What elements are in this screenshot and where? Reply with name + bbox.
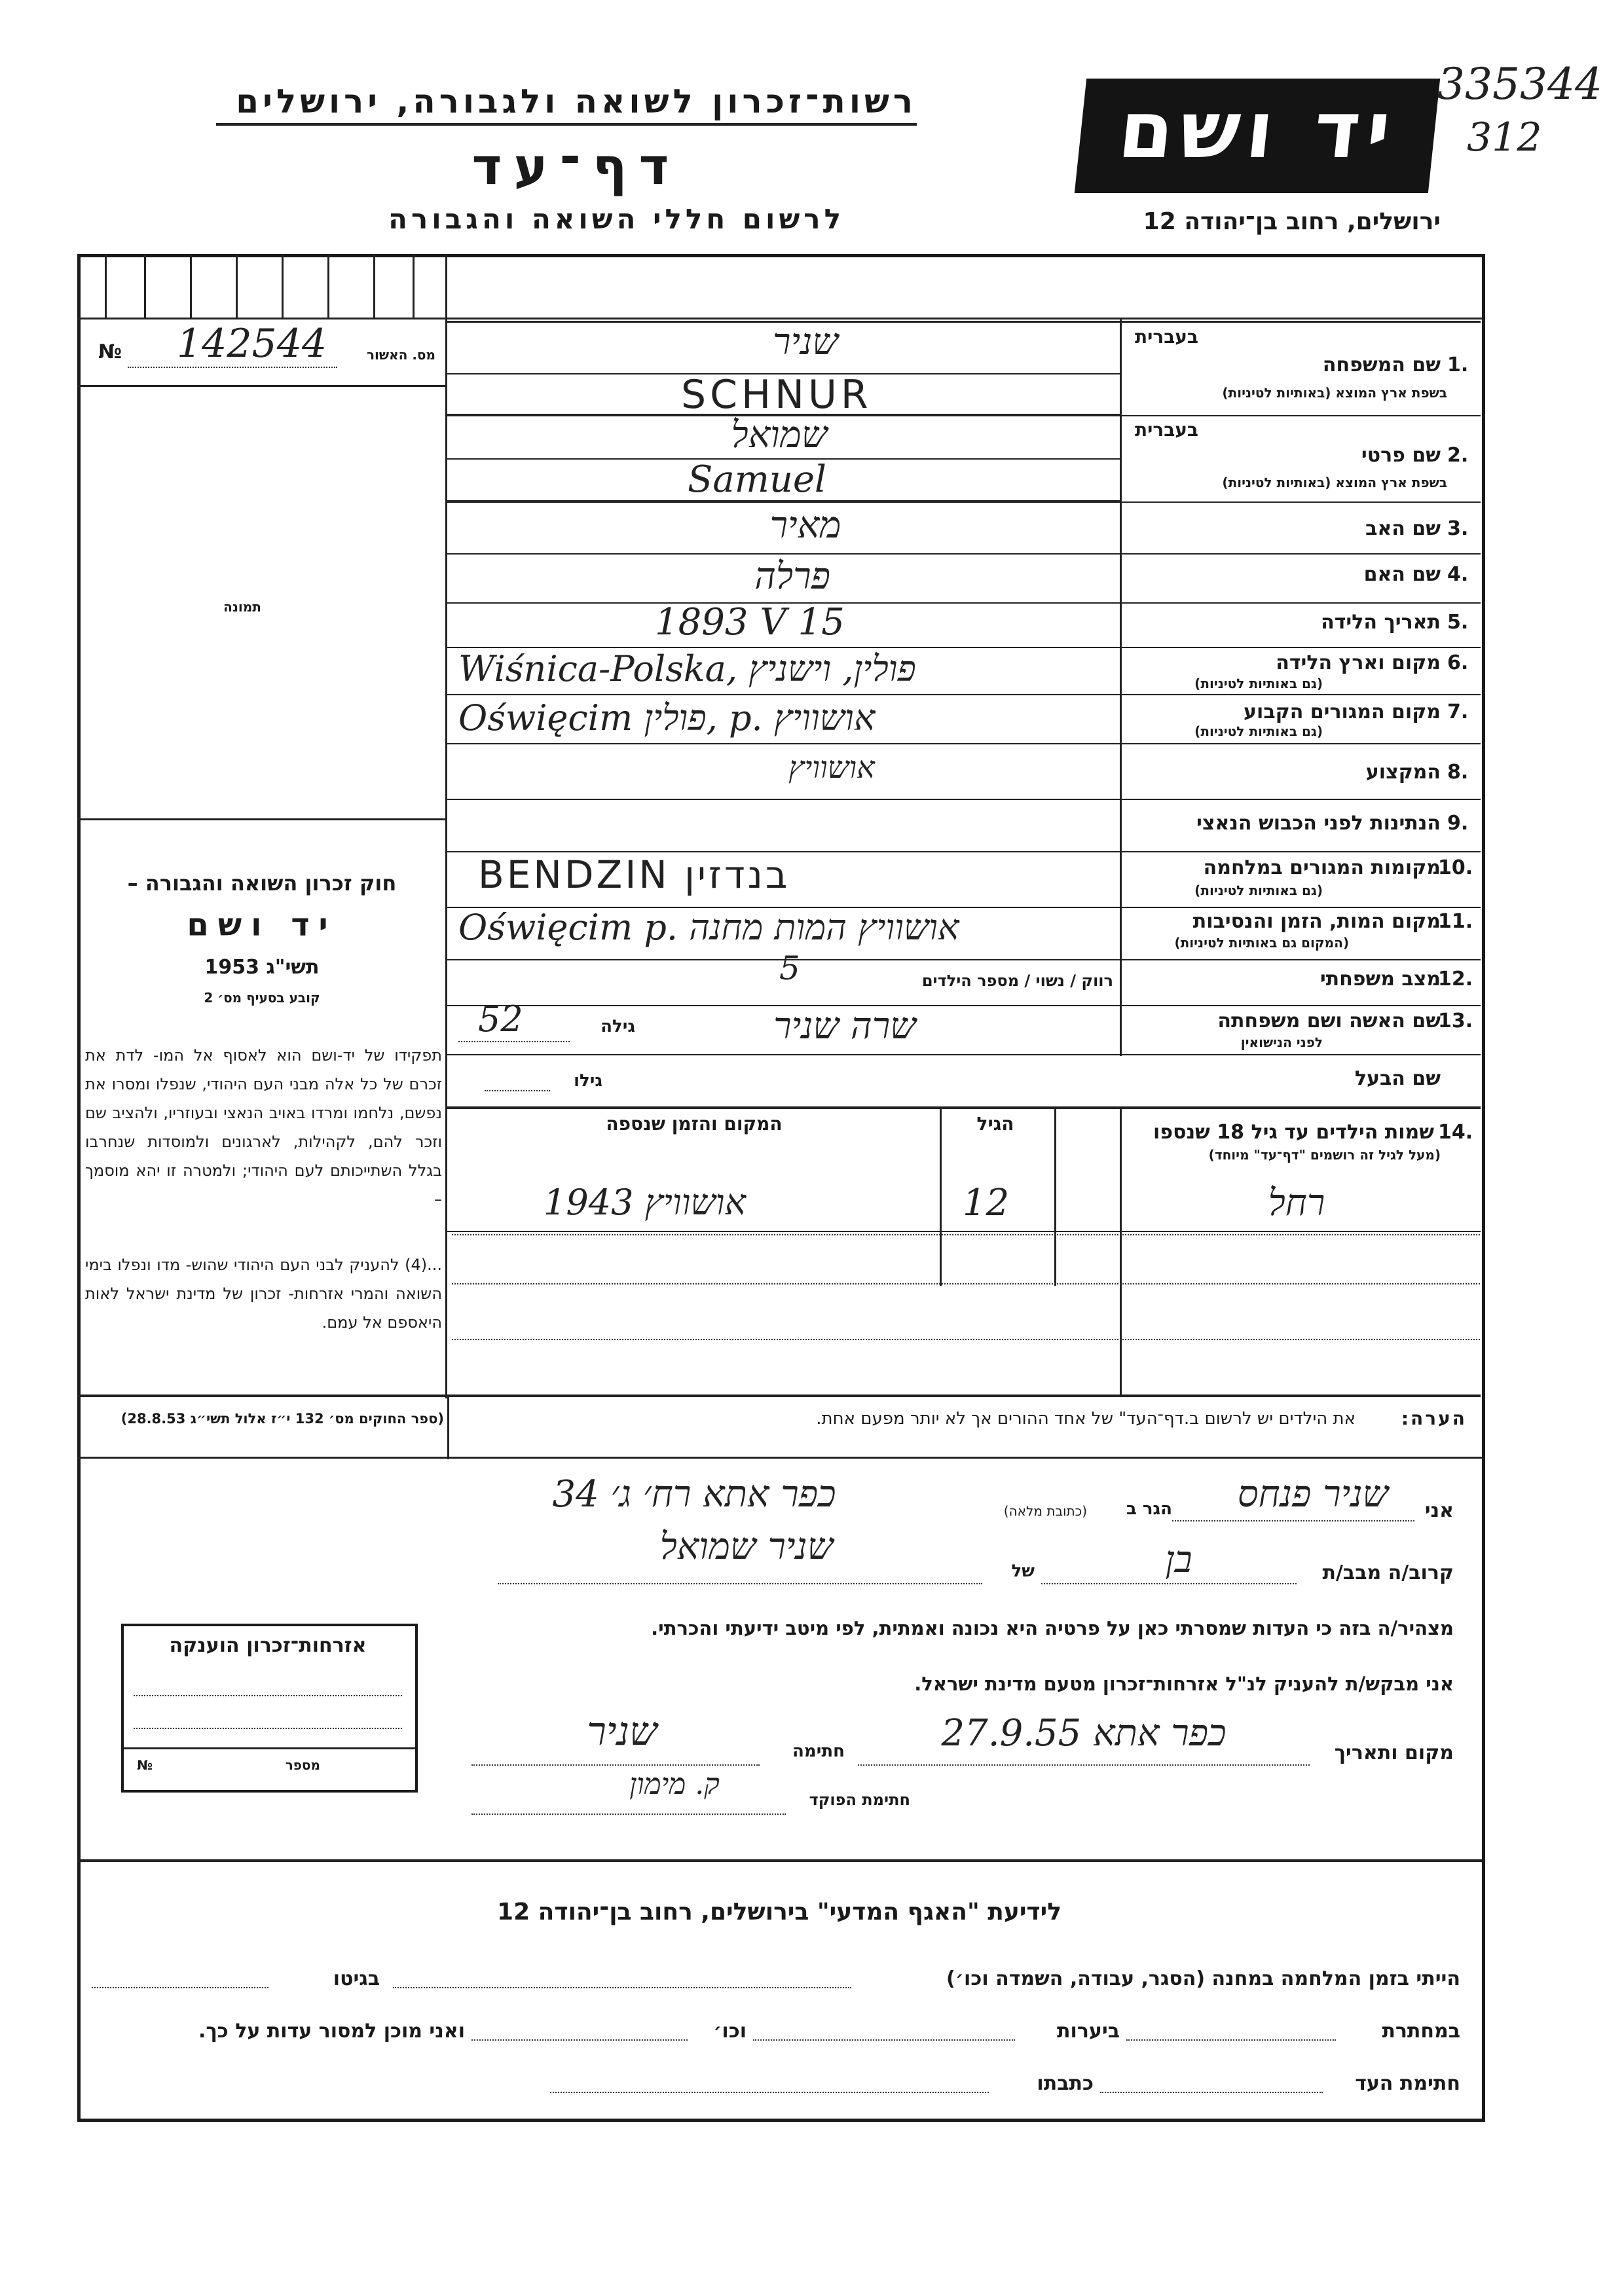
field-2-sub: בשפת ארץ המוצא (באותיות לטיניות) xyxy=(1222,475,1447,490)
footer-line3-b: כתבתו xyxy=(1037,2072,1094,2095)
place-date-value: כפר אתא 27.9.55 xyxy=(941,1712,1227,1755)
citizenship-title: אזרחות־זכרון הוענקה xyxy=(169,1634,367,1657)
field-9-label: הנתינות לפני הכבוש הנאצי xyxy=(1196,812,1441,835)
officer-label: חתימת הפוקד xyxy=(809,1791,910,1809)
request-text: אני מבקש/ת להעניק לנ"ל אזרחות־זכרון מטעם מדינת ישראל. xyxy=(914,1673,1454,1695)
field-6-value: Wiśnica-Polska, פולין, וישניץ xyxy=(458,648,916,689)
field-8-num: 8. xyxy=(1447,761,1469,784)
form-title: דף־עד xyxy=(471,137,681,196)
relation-label: קרוב/ה מבב/ת xyxy=(1322,1561,1454,1584)
field-6-sub: (גם באותיות לטיניות) xyxy=(1194,676,1323,691)
field-13-num: 13. xyxy=(1438,1010,1473,1032)
field-1-hebrew-tag: בעברית xyxy=(1134,326,1198,348)
children-col-place: המקום והזמן שנספה xyxy=(606,1113,783,1135)
citizenship-box xyxy=(121,1624,418,1793)
child-1-name: רחל xyxy=(1268,1182,1325,1224)
field-12-value: 5 xyxy=(779,949,800,987)
note-text: את הילדים יש לרשום ב.דף־העד" של אחד ההורים אך לא יותר מפעם אחת. xyxy=(816,1409,1356,1429)
footer-line2-c: וכו׳ xyxy=(713,2020,747,2043)
field-5-num: 5. xyxy=(1447,611,1469,634)
handwritten-id: 335344 xyxy=(1437,59,1602,109)
field-13-value: שרה שניר xyxy=(773,1005,916,1048)
field-1-label: שם המשפחה xyxy=(1322,354,1441,376)
field-11-sub: (המקום גם באותיות לטיניות) xyxy=(1174,935,1349,951)
field-6-num: 6. xyxy=(1447,651,1469,674)
field-3-label: שם האב xyxy=(1365,517,1441,540)
field-10-num: 10. xyxy=(1438,856,1473,879)
declarant-resides-label: הגר ב xyxy=(1126,1499,1172,1519)
field-2-label: שם פרטי xyxy=(1361,444,1441,467)
footer-line1-a: הייתי בזמן המלחמה במחנה (הסגר, עבודה, השמדה וכו׳) xyxy=(946,1967,1460,1990)
law-ref: (ספר החוקים מס׳ 132 י״ז אלול תשי״ג 28.8.53) xyxy=(120,1411,444,1427)
field-10-value: BENDZIN בנדזין xyxy=(478,852,790,897)
field-8-label: המקצוע xyxy=(1365,761,1441,784)
law-text-1: תפקידו של יד-ושם הוא לאסוף אל המו- לדת את זכרם של כל אלה מבני העם היהודי, שנפלו ומסרו את נפשם, נלחמו ומרדו באויב הנאצי ובעוזריו, ולהציב שם וזכר להם, לקהילות, לארגונים ולמוסדות שנחרבו בגלל השתייכותם לעם היהודי; ולמטרה זו יהא מוסמך – xyxy=(85,1046,442,1209)
field-1-num: 1. xyxy=(1447,354,1469,376)
logo-text: יד ושם xyxy=(1114,85,1401,176)
field-7-sub: (גם באותיות לטיניות) xyxy=(1194,723,1323,739)
field-3-num: 3. xyxy=(1447,517,1469,540)
field-5-label: תאריך הלידה xyxy=(1321,611,1441,634)
field-4-num: 4. xyxy=(1447,563,1469,586)
place-date-label: מקום ותאריך xyxy=(1334,1741,1454,1764)
field-9-num: 9. xyxy=(1447,812,1469,835)
field-12-status-label: רווק / נשוי / מספר הילדים xyxy=(921,972,1113,990)
law-title: חוק זכרון השואה והגבורה – xyxy=(127,871,397,896)
of-name: שניר שמואל xyxy=(659,1525,834,1568)
approval-no-mark: № xyxy=(98,340,122,363)
field-11-num: 11. xyxy=(1438,910,1473,933)
footer-line2-d: ואני מוכן למסור עדות על כך. xyxy=(198,2020,465,2043)
children-label: שמות הילדים עד גיל 18 שנספו xyxy=(1153,1121,1434,1144)
field-13-sub: לפני הנישואין xyxy=(1240,1034,1323,1050)
footer-line2-b: ביערות xyxy=(1057,2020,1120,2043)
declarant-name: שניר פנחס xyxy=(1237,1473,1389,1516)
field-11-value: Oświęcim p. אושוויץ המות מחנה xyxy=(458,907,959,948)
declaration-text: מצהיר/ה בזה כי העדות שמסרתי כאן על פרטיה היא נכונה ואמתית, לפי מיטב ידיעתי והכרתי. xyxy=(651,1617,1454,1639)
law-text-2: ...(4) להעניק לבני העם היהודי שהוש- מדו ונפלו בימי השואה והמרי אזרחות- זכרון של מדינת ישראל לאות היאספם אל עמם. xyxy=(85,1256,442,1332)
field-7-value: Oświęcim פולין, p. אושוויץ xyxy=(458,697,876,738)
form-subtitle: לרשום חללי השואה והגבורה xyxy=(388,203,845,235)
footer-line3-a: חתימת העד xyxy=(1355,2072,1460,2095)
field-1-value-he: שניר xyxy=(772,321,839,363)
footer-line2-a: במחתרת xyxy=(1382,2020,1460,2043)
field-13-label: שם האשה ושם משפחתה xyxy=(1217,1010,1441,1032)
officer-signature: ק. מימון xyxy=(629,1768,720,1801)
field-2-value-latin: Samuel xyxy=(688,458,826,501)
field-1-value-latin: SCHNUR xyxy=(681,372,872,418)
field-2-num: 2. xyxy=(1447,444,1469,467)
note-label: הערה: xyxy=(1401,1408,1467,1429)
husband-label: שם הבעל xyxy=(1354,1067,1441,1090)
field-6-label: מקום וארץ הלידה xyxy=(1276,651,1441,674)
field-11-label: מקום המות, הזמן והנסיבות xyxy=(1192,910,1441,933)
child-1-age: 12 xyxy=(963,1182,1010,1224)
footer-line1-b: בגיטו xyxy=(333,1967,380,1990)
field-12-num: 12. xyxy=(1438,968,1473,991)
field-13-age-value: 52 xyxy=(478,998,523,1040)
of-label: של xyxy=(1011,1561,1035,1581)
field-10-label: מקומות המגורים במלחמה xyxy=(1203,856,1441,879)
citizenship-no-mark: № xyxy=(137,1757,153,1773)
children-num: 14. xyxy=(1438,1121,1473,1144)
authority-title: רשות־זכרון לשואה ולגבורה, ירושלים xyxy=(216,82,917,126)
field-12-label: מצב משפחתי xyxy=(1320,968,1441,991)
signature-value: שניר xyxy=(587,1709,657,1755)
husband-age-label: גילו xyxy=(574,1071,602,1091)
relation-value: בן xyxy=(1165,1539,1192,1581)
field-4-label: שם האם xyxy=(1363,563,1441,586)
approval-number: 142544 xyxy=(177,321,327,367)
children-col-age: הגיל xyxy=(976,1113,1014,1135)
field-7-value2: אושוויץ xyxy=(788,750,875,785)
field-1-sub: בשפת ארץ המוצא (באותיות לטיניות) xyxy=(1222,385,1447,401)
citizenship-number-label: מספר xyxy=(285,1757,320,1773)
field-4-value: פרלה xyxy=(754,555,830,598)
law-clause: קובע בסעיף מס׳ 2 xyxy=(204,990,320,1006)
field-2-hebrew-tag: בעברית xyxy=(1134,419,1198,441)
field-13-age-label: גילה xyxy=(600,1017,635,1036)
handwritten-sub: 312 xyxy=(1467,115,1542,160)
field-5-value: 1893 V 15 xyxy=(655,601,845,644)
child-1-place: 1943 אושוויץ xyxy=(544,1182,746,1223)
declarant-address-hint: (כתובת מלאה) xyxy=(1003,1503,1087,1519)
field-7-num: 7. xyxy=(1447,701,1469,723)
children-sub: (מעל לגיל זה רושמים "דף־עד" מיוחד) xyxy=(1208,1147,1441,1163)
header-address: ירושלים, רחוב בן־יהודה 12 xyxy=(1143,208,1441,235)
footer-title: לידיעת "האגף המדעי" בירושלים, רחוב בן־יהודה 12 xyxy=(497,1899,1061,1925)
field-3-value: מאיר xyxy=(769,504,841,547)
field-10-sub: (גם באותיות לטיניות) xyxy=(1194,883,1323,898)
declarant-i-label: אני xyxy=(1424,1499,1454,1522)
field-2-value-he: שמואל xyxy=(731,414,828,456)
law-year: תשי"ג 1953 xyxy=(204,956,320,979)
declarant-address: כפר אתא רח׳ ג׳ 34 xyxy=(552,1473,836,1516)
law-name: יד ושם xyxy=(187,907,337,943)
photo-label: תמונה xyxy=(223,599,261,615)
yad-vashem-logo xyxy=(1075,79,1440,193)
field-7-label: מקום המגורים הקבוע xyxy=(1244,701,1441,723)
signature-label: חתימה xyxy=(792,1741,845,1761)
approval-label: מס. האשור xyxy=(367,347,435,363)
